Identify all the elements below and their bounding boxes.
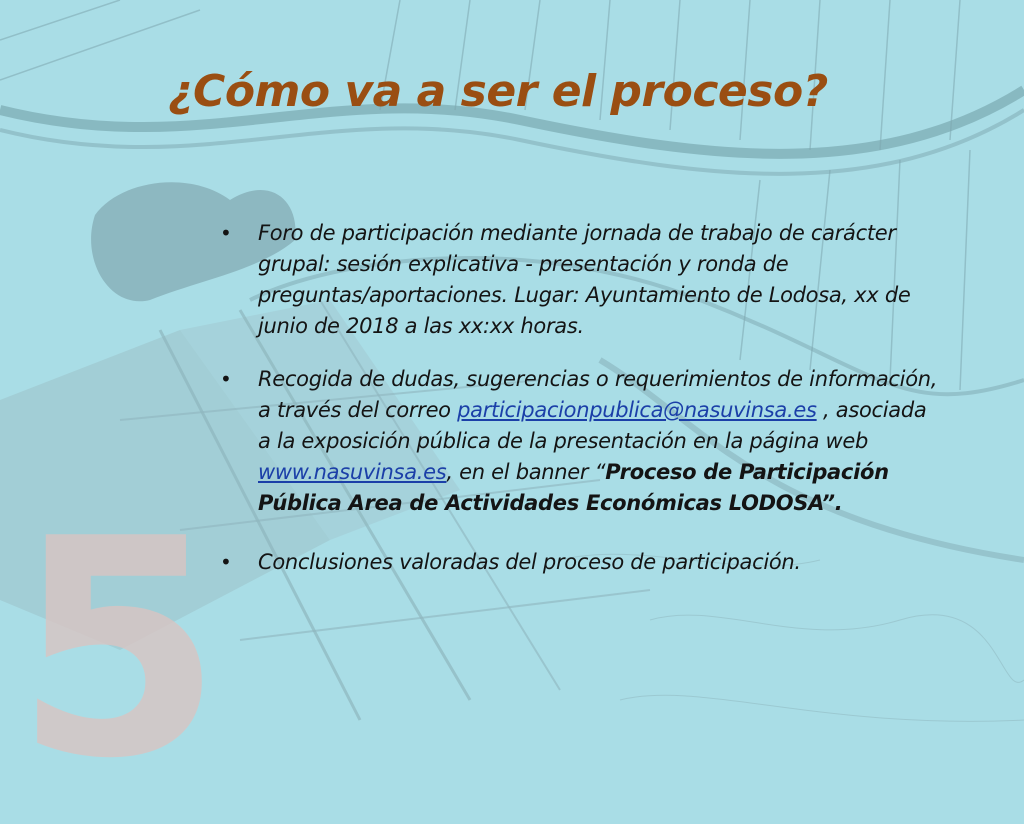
banner-name: Proceso de Participación Pública Area de Actividades Económicas LODOSA”. <box>258 460 889 515</box>
bullet-icon: • <box>220 550 232 574</box>
bullet-text: Foro de participación mediante jornada de trabajo de carácter grupal: sesión explicativa - presentación y ronda de preguntas/aportaciones. Lugar: Ayuntamiento de Lodosa, xx de junio de 2018 a las xx:xx horas. <box>258 221 911 338</box>
slide-number: 5 <box>14 475 213 824</box>
bullet-item-conclusions <box>220 547 940 578</box>
bullet-text-part: , asociada a la exposición pública de la presentación en la página web <box>258 398 927 453</box>
bullet-icon: • <box>220 367 232 391</box>
bullet-item-questions <box>220 364 940 519</box>
website-link[interactable]: www.nasuvinsa.es <box>258 460 447 484</box>
email-link[interactable]: participacionpublica@nasuvinsa.es <box>457 398 817 422</box>
bullet-text-part: Recogida de dudas, sugerencias o requerimientos de información, a través del correo <box>258 367 938 422</box>
bullet-list <box>220 218 940 578</box>
bullet-text-part: , en el banner “ <box>446 460 606 484</box>
bullet-item-forum <box>220 218 940 342</box>
bullet-icon: • <box>220 221 232 245</box>
slide-title: ¿Cómo va a ser el proceso? <box>168 66 828 117</box>
bullet-text <box>258 367 937 515</box>
bullet-text: Conclusiones valoradas del proceso de participación. <box>258 550 801 574</box>
